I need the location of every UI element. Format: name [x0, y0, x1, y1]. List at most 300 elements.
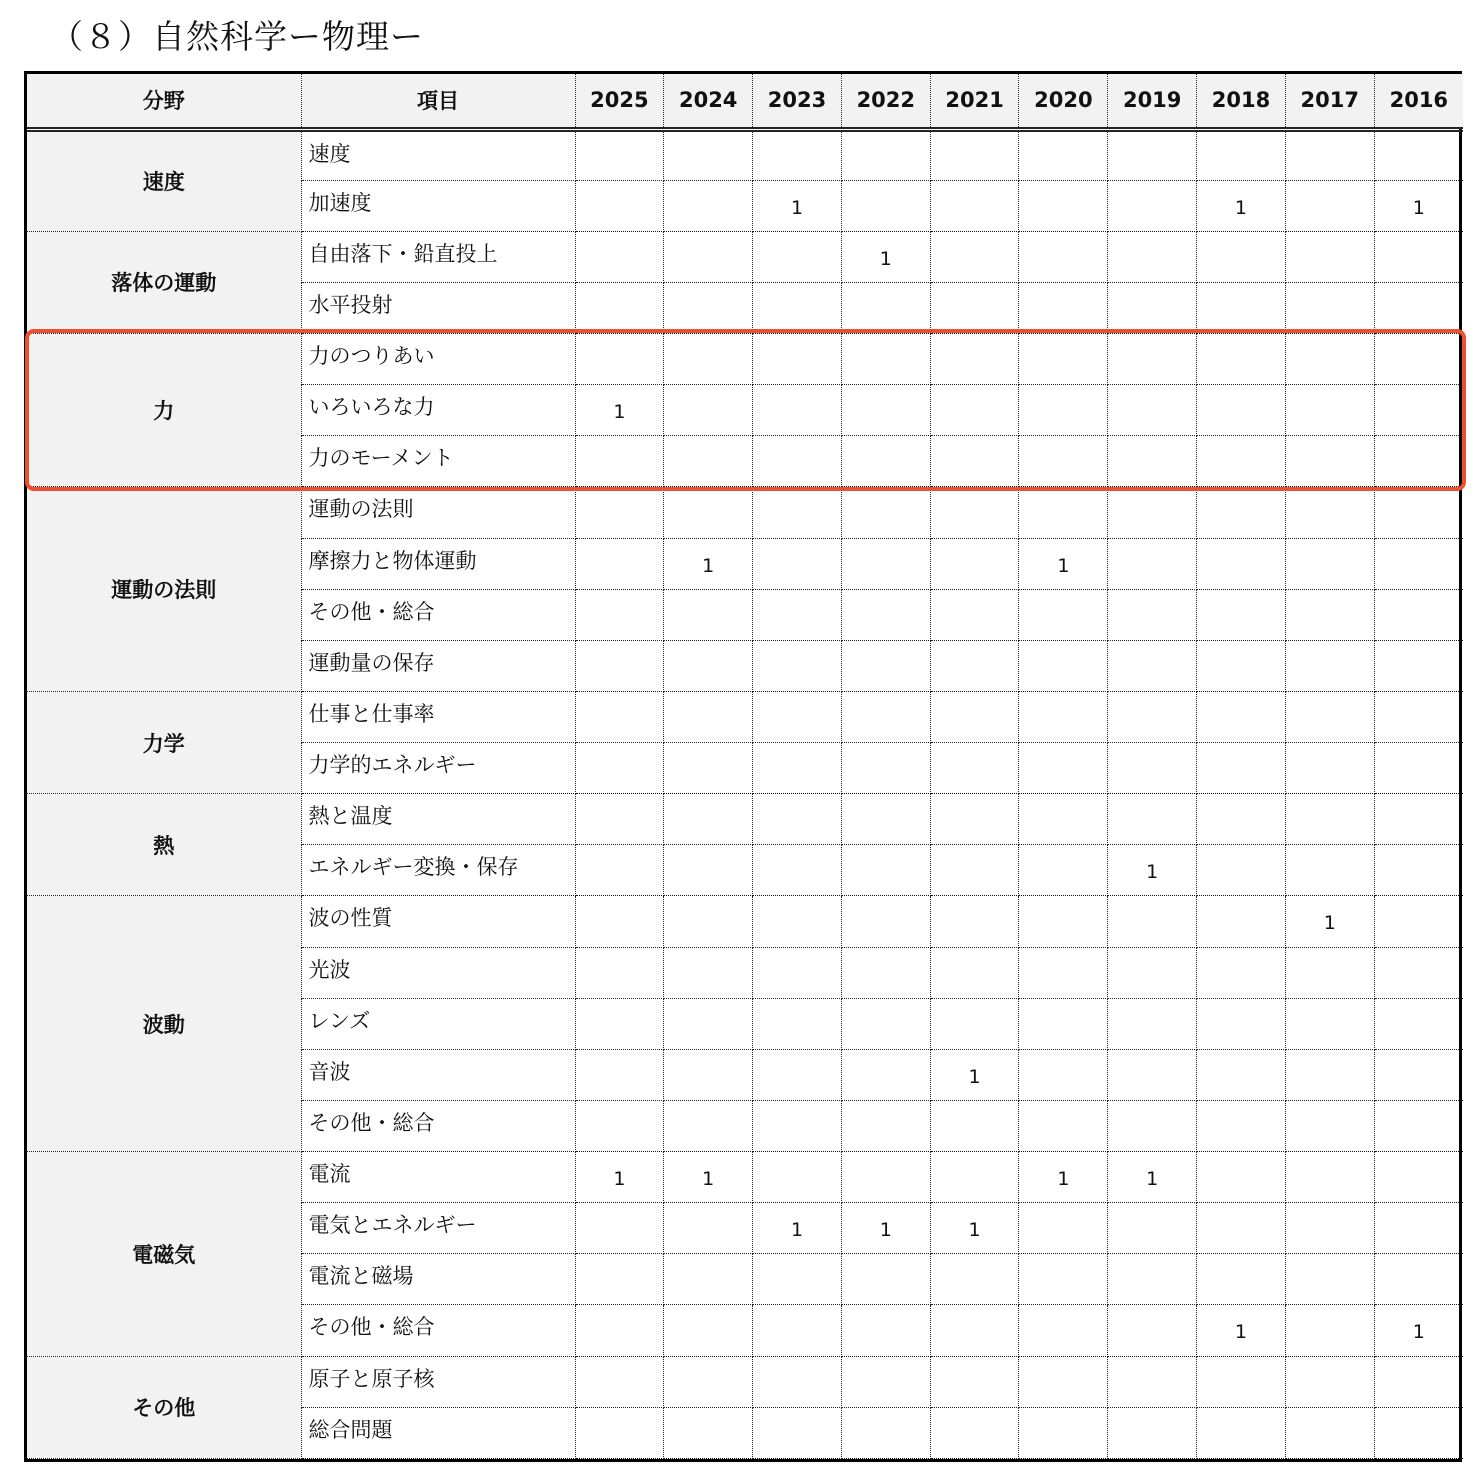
item-cell: レンズ: [301, 998, 575, 1049]
count-cell: [1108, 743, 1197, 794]
item-cell: いろいろな力: [301, 385, 575, 436]
count-cell: [1197, 487, 1286, 538]
count-cell: [1285, 180, 1374, 231]
count-cell: [1108, 129, 1197, 180]
count-cell: [1197, 436, 1286, 487]
count-cell: [1108, 640, 1197, 691]
count-cell: [1019, 743, 1108, 794]
count-cell: [930, 334, 1019, 385]
count-cell: [1374, 385, 1463, 436]
count-cell: [1285, 1407, 1374, 1458]
count-cell: [575, 1100, 664, 1151]
count-cell: [1374, 998, 1463, 1049]
count-cell: [1374, 640, 1463, 691]
count-cell: [1019, 436, 1108, 487]
count-cell: [1019, 487, 1108, 538]
item-cell: 原子と原子核: [301, 1356, 575, 1407]
count-cell: [575, 129, 664, 180]
count-cell: [1285, 129, 1374, 180]
count-cell: 1: [1108, 1152, 1197, 1203]
count-cell: [1108, 1356, 1197, 1407]
count-cell: [1285, 998, 1374, 1049]
count-cell: [1285, 282, 1374, 333]
count-cell: [1285, 487, 1374, 538]
count-cell: [1019, 691, 1108, 742]
count-cell: [1374, 845, 1463, 896]
count-cell: [664, 129, 753, 180]
count-cell: [1197, 385, 1286, 436]
count-cell: [930, 1152, 1019, 1203]
item-cell: 加速度: [301, 180, 575, 231]
count-cell: [664, 1407, 753, 1458]
count-cell: [841, 743, 930, 794]
count-cell: [930, 282, 1019, 333]
count-cell: [841, 1407, 930, 1458]
count-cell: 1: [1374, 1305, 1463, 1356]
count-cell: [1285, 334, 1374, 385]
count-cell: [753, 487, 842, 538]
count-cell: [1374, 691, 1463, 742]
count-cell: [1374, 1049, 1463, 1100]
count-cell: [930, 743, 1019, 794]
count-cell: [841, 947, 930, 998]
count-cell: [841, 1254, 930, 1305]
count-cell: [664, 998, 753, 1049]
item-cell: 力のモーメント: [301, 436, 575, 487]
count-cell: [841, 794, 930, 845]
header-year: 2022: [841, 74, 930, 129]
count-cell: [664, 845, 753, 896]
count-cell: [841, 385, 930, 436]
count-cell: [575, 180, 664, 231]
count-cell: [1197, 589, 1286, 640]
count-cell: [753, 1254, 842, 1305]
count-cell: [1197, 691, 1286, 742]
count-cell: 1: [1108, 845, 1197, 896]
header-year: 2020: [1019, 74, 1108, 129]
field-cell: 速度: [27, 129, 301, 231]
count-cell: [1019, 180, 1108, 231]
count-cell: [1197, 640, 1286, 691]
count-cell: [575, 1407, 664, 1458]
count-cell: [753, 743, 842, 794]
item-cell: 速度: [301, 129, 575, 180]
item-cell: 摩擦力と物体運動: [301, 538, 575, 589]
count-cell: [753, 640, 842, 691]
count-cell: [664, 487, 753, 538]
header-row: [27, 74, 1463, 129]
count-cell: [1285, 1100, 1374, 1151]
count-cell: [1019, 1203, 1108, 1254]
table-row: [27, 1356, 1463, 1407]
count-cell: [1285, 743, 1374, 794]
count-cell: [1108, 334, 1197, 385]
count-cell: [1374, 743, 1463, 794]
count-cell: [664, 231, 753, 282]
count-cell: 1: [1019, 538, 1108, 589]
count-cell: [1374, 334, 1463, 385]
count-cell: [1197, 1407, 1286, 1458]
count-cell: [930, 385, 1019, 436]
count-cell: [1285, 1305, 1374, 1356]
count-cell: [1285, 231, 1374, 282]
count-cell: [575, 487, 664, 538]
count-cell: [753, 334, 842, 385]
item-cell: 電流: [301, 1152, 575, 1203]
count-cell: [1019, 845, 1108, 896]
count-cell: [1197, 334, 1286, 385]
count-cell: [575, 691, 664, 742]
count-cell: [1019, 231, 1108, 282]
count-cell: [841, 1356, 930, 1407]
count-cell: [1108, 998, 1197, 1049]
item-cell: その他・総合: [301, 589, 575, 640]
count-cell: [930, 589, 1019, 640]
count-cell: [1108, 487, 1197, 538]
table-row: [27, 231, 1463, 282]
count-cell: [1108, 1100, 1197, 1151]
count-cell: [575, 538, 664, 589]
count-cell: [1374, 1407, 1463, 1458]
count-cell: [930, 1100, 1019, 1151]
count-cell: [664, 589, 753, 640]
count-cell: [1019, 1100, 1108, 1151]
count-cell: [841, 589, 930, 640]
count-cell: [753, 1152, 842, 1203]
count-cell: [1019, 640, 1108, 691]
count-cell: [664, 947, 753, 998]
count-cell: [1197, 1152, 1286, 1203]
count-cell: [1374, 1203, 1463, 1254]
count-cell: [664, 640, 753, 691]
count-cell: [841, 896, 930, 947]
item-cell: 音波: [301, 1049, 575, 1100]
count-cell: [1108, 1305, 1197, 1356]
count-cell: [841, 436, 930, 487]
count-cell: [1374, 1254, 1463, 1305]
count-cell: [930, 129, 1019, 180]
count-cell: [575, 1203, 664, 1254]
count-cell: [664, 1100, 753, 1151]
count-cell: [1285, 538, 1374, 589]
count-cell: [753, 947, 842, 998]
header-year: 2019: [1108, 74, 1197, 129]
table-row: [27, 334, 1463, 385]
count-cell: 1: [1197, 180, 1286, 231]
count-cell: [841, 282, 930, 333]
count-cell: [753, 691, 842, 742]
header-field: 分野: [27, 74, 301, 129]
count-cell: [1019, 1305, 1108, 1356]
count-cell: [664, 691, 753, 742]
count-cell: [1197, 538, 1286, 589]
count-cell: [575, 896, 664, 947]
count-cell: [753, 231, 842, 282]
count-cell: [930, 1407, 1019, 1458]
count-cell: [1108, 1203, 1197, 1254]
count-cell: [1374, 794, 1463, 845]
count-cell: [1197, 1356, 1286, 1407]
count-cell: [575, 589, 664, 640]
item-cell: 自由落下・鉛直投上: [301, 231, 575, 282]
count-cell: [1019, 334, 1108, 385]
item-cell: 熱と温度: [301, 794, 575, 845]
count-cell: 1: [575, 385, 664, 436]
count-cell: [930, 538, 1019, 589]
count-cell: [753, 129, 842, 180]
count-cell: 1: [1019, 1152, 1108, 1203]
count-cell: [1285, 640, 1374, 691]
count-cell: [841, 640, 930, 691]
count-cell: [1197, 282, 1286, 333]
count-cell: [1285, 947, 1374, 998]
item-cell: 光波: [301, 947, 575, 998]
item-cell: エネルギー変換・保存: [301, 845, 575, 896]
count-cell: [1374, 589, 1463, 640]
field-cell: 運動の法則: [27, 487, 301, 692]
count-cell: [753, 1049, 842, 1100]
count-cell: [664, 1049, 753, 1100]
count-cell: [1285, 589, 1374, 640]
count-cell: 1: [841, 1203, 930, 1254]
table-row: [27, 691, 1463, 742]
count-cell: [1374, 1356, 1463, 1407]
count-cell: [841, 1100, 930, 1151]
count-cell: 1: [1285, 896, 1374, 947]
field-cell: その他: [27, 1356, 301, 1459]
count-cell: [753, 1356, 842, 1407]
count-cell: [1374, 947, 1463, 998]
count-cell: [1108, 231, 1197, 282]
count-cell: [930, 896, 1019, 947]
count-cell: [575, 334, 664, 385]
header-item: 項目: [301, 74, 575, 129]
count-cell: [1197, 998, 1286, 1049]
count-cell: [930, 691, 1019, 742]
count-cell: [664, 1356, 753, 1407]
count-cell: [664, 385, 753, 436]
count-cell: [930, 1254, 1019, 1305]
count-cell: [1019, 1254, 1108, 1305]
page-title: （８）自然科学ー物理ー: [50, 17, 424, 56]
count-cell: [841, 129, 930, 180]
count-cell: [575, 282, 664, 333]
count-cell: [1108, 1407, 1197, 1458]
count-cell: [841, 334, 930, 385]
count-cell: [1197, 1254, 1286, 1305]
count-cell: [1285, 845, 1374, 896]
count-cell: [841, 691, 930, 742]
count-cell: [1374, 896, 1463, 947]
count-cell: [1374, 487, 1463, 538]
count-cell: [1108, 589, 1197, 640]
count-cell: [1374, 282, 1463, 333]
count-cell: [664, 896, 753, 947]
count-cell: [1374, 129, 1463, 180]
count-cell: [930, 1305, 1019, 1356]
count-cell: [1108, 947, 1197, 998]
count-cell: [753, 845, 842, 896]
header-year: 2017: [1285, 74, 1374, 129]
count-cell: [1108, 794, 1197, 845]
table-body: [27, 129, 1463, 1459]
count-cell: [1108, 385, 1197, 436]
count-cell: [1108, 896, 1197, 947]
count-cell: [930, 231, 1019, 282]
count-cell: [1108, 282, 1197, 333]
count-cell: [1019, 282, 1108, 333]
count-cell: [664, 1254, 753, 1305]
header-year: 2024: [664, 74, 753, 129]
count-cell: [1285, 436, 1374, 487]
count-cell: [1019, 1049, 1108, 1100]
count-cell: [753, 385, 842, 436]
count-cell: [1108, 691, 1197, 742]
field-cell: 落体の運動: [27, 231, 301, 333]
count-cell: [753, 436, 842, 487]
count-cell: [753, 282, 842, 333]
count-cell: [1285, 385, 1374, 436]
item-cell: 電流と磁場: [301, 1254, 575, 1305]
count-cell: [753, 1100, 842, 1151]
count-cell: [664, 794, 753, 845]
count-cell: [1019, 385, 1108, 436]
count-cell: [1108, 436, 1197, 487]
count-cell: [1197, 1100, 1286, 1151]
count-cell: [753, 794, 842, 845]
count-cell: [575, 436, 664, 487]
field-cell: 波動: [27, 896, 301, 1152]
count-cell: [1108, 180, 1197, 231]
count-cell: [841, 180, 930, 231]
count-cell: [841, 538, 930, 589]
count-cell: 1: [930, 1049, 1019, 1100]
item-cell: 波の性質: [301, 896, 575, 947]
count-cell: [1197, 1049, 1286, 1100]
count-cell: [1285, 1049, 1374, 1100]
count-cell: [575, 947, 664, 998]
count-cell: [930, 487, 1019, 538]
item-cell: 水平投射: [301, 282, 575, 333]
count-cell: [930, 1356, 1019, 1407]
count-cell: [664, 1305, 753, 1356]
count-cell: [1285, 1254, 1374, 1305]
count-cell: [664, 436, 753, 487]
count-cell: 1: [664, 1152, 753, 1203]
count-cell: [1019, 896, 1108, 947]
count-cell: [1019, 947, 1108, 998]
field-cell: 力: [27, 334, 301, 487]
count-cell: [930, 180, 1019, 231]
field-cell: 電磁気: [27, 1152, 301, 1357]
count-cell: [1019, 589, 1108, 640]
count-cell: [575, 231, 664, 282]
count-cell: [575, 1254, 664, 1305]
count-cell: 1: [753, 180, 842, 231]
count-cell: [841, 845, 930, 896]
count-cell: [841, 998, 930, 1049]
count-cell: 1: [753, 1203, 842, 1254]
count-cell: [841, 1049, 930, 1100]
count-cell: [753, 589, 842, 640]
count-cell: [664, 743, 753, 794]
count-cell: [1197, 896, 1286, 947]
count-cell: 1: [575, 1152, 664, 1203]
header-year: 2023: [753, 74, 842, 129]
table-row: [27, 896, 1463, 947]
count-cell: [1019, 1356, 1108, 1407]
item-cell: 力のつりあい: [301, 334, 575, 385]
count-cell: 1: [664, 538, 753, 589]
physics-frequency-table: [27, 74, 1463, 1459]
count-cell: [1108, 1254, 1197, 1305]
count-cell: 1: [930, 1203, 1019, 1254]
count-cell: [575, 743, 664, 794]
count-cell: [753, 896, 842, 947]
count-cell: [1285, 1203, 1374, 1254]
count-cell: [1374, 1152, 1463, 1203]
count-cell: 1: [1374, 180, 1463, 231]
count-cell: [664, 282, 753, 333]
item-cell: 力学的エネルギー: [301, 743, 575, 794]
count-cell: [575, 1356, 664, 1407]
count-cell: [1285, 691, 1374, 742]
count-cell: [930, 436, 1019, 487]
field-cell: 力学: [27, 691, 301, 793]
count-cell: [1374, 538, 1463, 589]
count-cell: [575, 794, 664, 845]
header-year: 2025: [575, 74, 664, 129]
count-cell: [575, 640, 664, 691]
item-cell: 総合問題: [301, 1407, 575, 1458]
count-cell: [575, 1305, 664, 1356]
count-cell: [664, 1203, 753, 1254]
count-cell: [930, 947, 1019, 998]
count-cell: [1197, 794, 1286, 845]
count-cell: [930, 998, 1019, 1049]
count-cell: [1197, 129, 1286, 180]
count-cell: [1197, 231, 1286, 282]
count-cell: [1285, 1152, 1374, 1203]
count-cell: [1019, 1407, 1108, 1458]
count-cell: [841, 1305, 930, 1356]
count-cell: [1197, 743, 1286, 794]
count-cell: [1197, 947, 1286, 998]
count-cell: [664, 180, 753, 231]
count-cell: [930, 845, 1019, 896]
count-cell: [930, 794, 1019, 845]
count-cell: [753, 538, 842, 589]
count-cell: [1108, 1049, 1197, 1100]
count-cell: [930, 640, 1019, 691]
count-cell: [1019, 794, 1108, 845]
count-cell: [575, 845, 664, 896]
header-year: 2018: [1197, 74, 1286, 129]
count-cell: [575, 1049, 664, 1100]
count-cell: [1285, 1356, 1374, 1407]
header-year: 2016: [1374, 74, 1463, 129]
count-cell: [841, 1152, 930, 1203]
count-cell: [1374, 436, 1463, 487]
table-row: [27, 1152, 1463, 1203]
table-row: [27, 794, 1463, 845]
item-cell: 運動量の保存: [301, 640, 575, 691]
item-cell: 電気とエネルギー: [301, 1203, 575, 1254]
count-cell: [664, 334, 753, 385]
table-row: [27, 129, 1463, 180]
count-cell: 1: [841, 231, 930, 282]
count-cell: [1285, 794, 1374, 845]
